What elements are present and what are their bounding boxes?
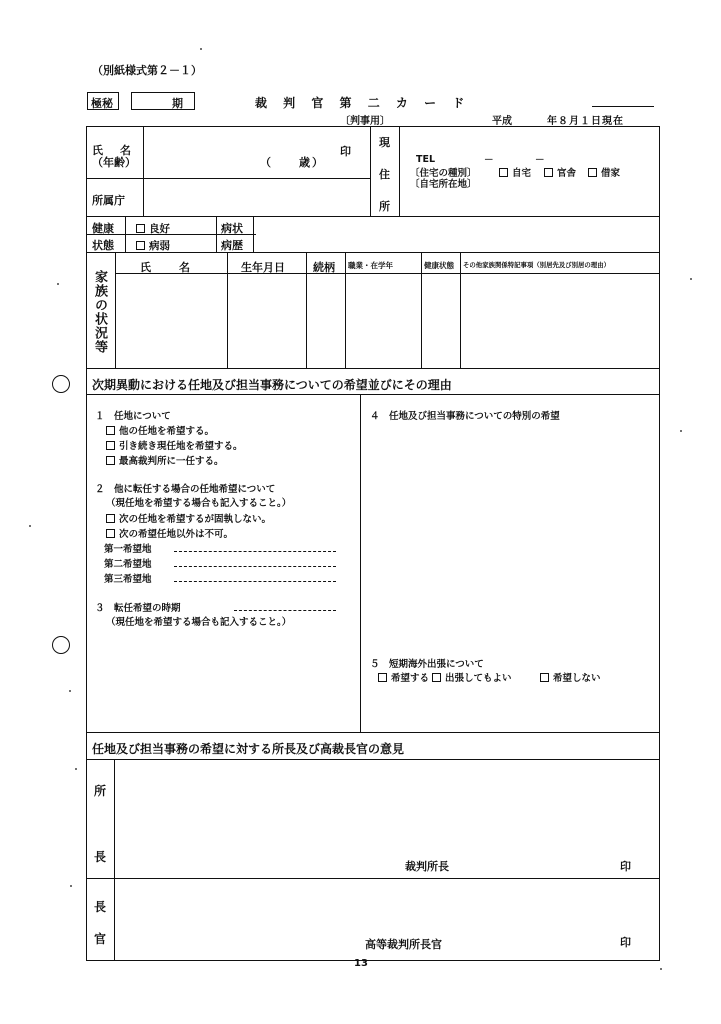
family-header-relation: 続柄 [313, 261, 335, 274]
form-code: （別紙様式第２－１） [92, 64, 202, 77]
page-number: 13 [354, 958, 368, 969]
section2-note: （現任地を希望する場合も記入すること。） [106, 498, 292, 509]
page-subtitle: 〔判事用〕 [340, 116, 390, 127]
name-field[interactable] [146, 130, 334, 176]
wish2-field[interactable] [174, 566, 336, 567]
age-paren: （ 歳） [260, 156, 325, 169]
term-box[interactable] [131, 92, 195, 110]
chief-seal: 印 [620, 860, 631, 873]
wish3-label: 第三希望地 [104, 574, 152, 585]
tel-label: TEL [416, 154, 436, 165]
section5-title: ５ 短期海外出張について [370, 659, 484, 670]
section1-title: １ 任地について [95, 411, 171, 422]
scan-speck [690, 278, 692, 280]
age-label: （年齢） [92, 156, 136, 169]
housing-official-option[interactable]: 官舎 [544, 165, 576, 179]
checkbox[interactable] [432, 673, 441, 682]
own-address-label: 〔自宅所在地〕 [410, 179, 477, 190]
s1-option-supreme[interactable]: 最高裁判所に一任する。 [106, 453, 224, 467]
opinion-heading: 任地及び担当事務の希望に対する所長及び高裁長官の意見 [92, 742, 405, 756]
timing-field[interactable] [234, 610, 336, 611]
condition-label: 病状 [221, 222, 243, 235]
divider [114, 759, 115, 961]
family-table-body[interactable] [117, 276, 658, 366]
seal-mark: 印 [340, 145, 351, 158]
family-header-health: 健康状態 [424, 261, 454, 270]
chief-label-1: 所 [94, 784, 107, 798]
checkbox[interactable] [136, 241, 145, 250]
president-label-1: 長 [94, 900, 107, 914]
checkbox[interactable] [540, 673, 549, 682]
section3-title: ３ 転任希望の時期 [95, 603, 181, 614]
office-field[interactable] [146, 181, 368, 214]
s5-option-ok[interactable]: 出張してもよい [432, 670, 512, 684]
punch-hole-icon [52, 375, 70, 393]
health-weak-option[interactable]: 病弱 [136, 238, 170, 253]
divider [115, 252, 116, 368]
checkbox[interactable] [588, 168, 597, 177]
checkbox[interactable] [136, 224, 145, 233]
scan-speck [680, 430, 682, 432]
s1-option-stay[interactable]: 引き続き現任地を希望する。 [106, 438, 243, 452]
scan-speck [75, 768, 77, 770]
family-side-label: 家族の状況等 [92, 270, 107, 354]
checkbox[interactable] [106, 426, 115, 435]
president-signature-label: 高等裁判所長官 [365, 938, 442, 951]
history-field[interactable] [258, 236, 656, 249]
president-opinion-field[interactable] [118, 881, 656, 931]
date-underline [592, 106, 654, 107]
divider [86, 368, 660, 369]
address-label-3: 所 [379, 200, 390, 213]
scan-speck [660, 968, 662, 970]
scan-speck [200, 48, 202, 50]
scan-speck [70, 885, 72, 887]
checkbox[interactable] [544, 168, 553, 177]
checkbox[interactable] [499, 168, 508, 177]
wish2-label: 第二希望地 [104, 559, 152, 570]
divider [86, 178, 370, 179]
term-label: 期 [172, 97, 183, 110]
special-request-field[interactable] [366, 424, 654, 644]
office-label: 所属庁 [92, 194, 125, 207]
section3-note: （現任地を希望する場合も記入すること。） [106, 617, 292, 628]
divider [360, 394, 361, 732]
family-header-birth: 生年月日 [241, 261, 285, 274]
transfer-heading: 次期異動における任地及び担当事務についての希望並びにその理由 [92, 378, 452, 392]
divider [86, 394, 660, 395]
chief-label-2: 長 [94, 850, 107, 864]
wish1-label: 第一希望地 [104, 544, 152, 555]
president-label-2: 官 [94, 932, 107, 946]
health-label-1: 健康 [92, 222, 114, 235]
divider [86, 252, 660, 253]
checkbox[interactable] [378, 673, 387, 682]
date-text: 年８月１日現在 [547, 116, 624, 127]
name-label: 氏 名 [92, 144, 134, 157]
housing-type-label: 〔住宅の種別〕 [410, 168, 477, 179]
tel-dash: － [484, 155, 494, 166]
section4-title: ４ 任地及び担当事務についての特別の希望 [370, 411, 560, 422]
punch-hole-icon [52, 636, 70, 654]
divider [370, 126, 371, 216]
address-label-1: 現 [379, 136, 390, 149]
history-label: 病歴 [221, 239, 243, 252]
address-label-2: 住 [379, 168, 390, 181]
checkbox[interactable] [106, 514, 115, 523]
health-label-2: 状態 [92, 239, 114, 252]
family-header-name: 氏 名 [140, 261, 192, 274]
tel-dash: － [535, 155, 545, 166]
divider [115, 273, 660, 274]
classification-box [87, 92, 119, 110]
section2-title: ２ 他に転任する場合の任地希望について [95, 484, 276, 495]
s2-option-strict[interactable]: 次の希望任地以外は不可。 [106, 526, 233, 540]
divider [86, 878, 660, 879]
s1-option-other[interactable]: 他の任地を希望する。 [106, 423, 214, 437]
scan-speck [57, 283, 59, 285]
chief-opinion-field[interactable] [118, 762, 656, 852]
s2-option-flexible[interactable]: 次の任地を希望するが固執しない。 [106, 511, 271, 525]
scan-speck [29, 525, 31, 527]
checkbox[interactable] [106, 456, 115, 465]
s5-option-no[interactable]: 希望しない [540, 670, 601, 684]
housing-own-option[interactable]: 自宅 [499, 165, 531, 179]
president-seal: 印 [620, 936, 631, 949]
wish3-field[interactable] [174, 581, 336, 582]
divider [86, 759, 660, 760]
housing-rent-option[interactable]: 借家 [588, 165, 620, 179]
s5-option-wish[interactable]: 希望する [378, 670, 429, 684]
divider [86, 216, 660, 217]
divider [143, 126, 144, 216]
condition-field[interactable] [258, 219, 656, 232]
scan-speck [69, 690, 71, 692]
checkbox[interactable] [106, 529, 115, 538]
divider [86, 732, 660, 733]
chief-signature-label: 裁判所長 [405, 860, 449, 873]
classification-label: 極秘 [91, 97, 113, 110]
family-header-occupation: 職業・在学年 [348, 261, 393, 270]
checkbox[interactable] [106, 441, 115, 450]
date-era: 平成 [492, 116, 512, 127]
family-header-notes: その他家族関係特記事項（別居先及び別居の理由） [463, 261, 610, 269]
page-title: 裁 判 官 第 二 カ ー ド [255, 96, 471, 110]
wish1-field[interactable] [174, 551, 336, 552]
health-good-option[interactable]: 良好 [136, 221, 170, 236]
divider [399, 126, 400, 216]
